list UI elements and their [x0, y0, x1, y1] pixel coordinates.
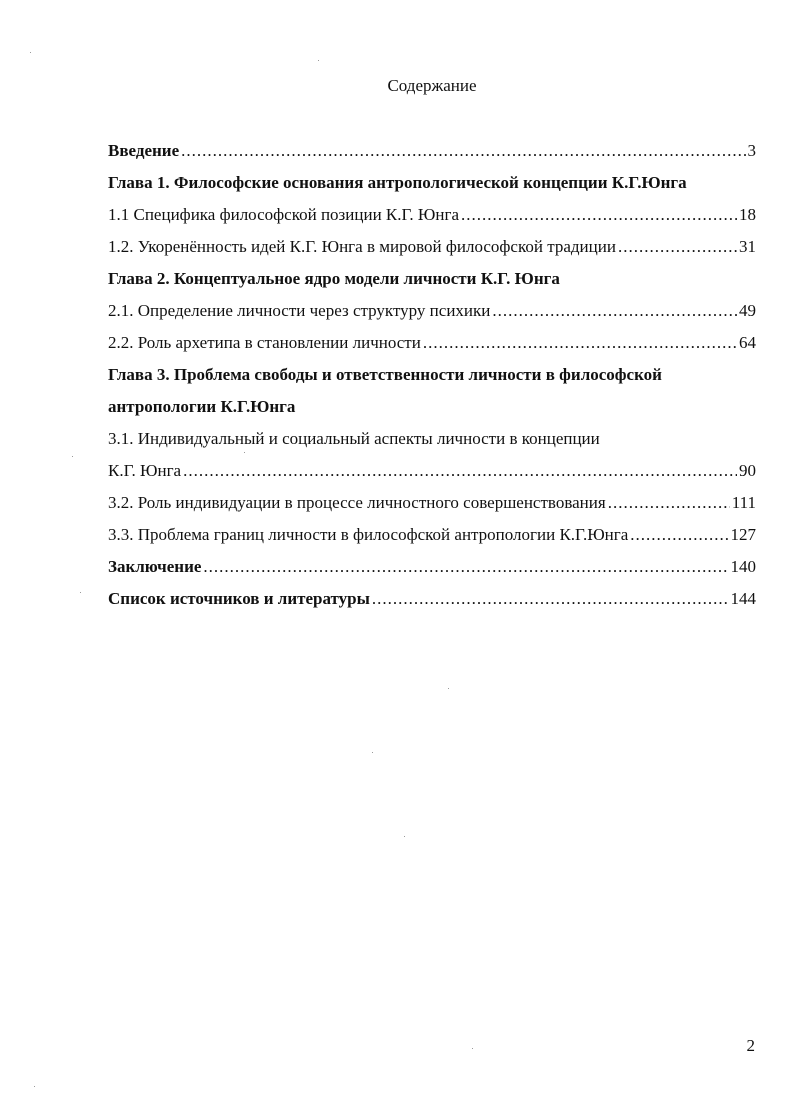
toc-entry-page: 3 — [747, 141, 756, 160]
toc-entry-label: 3.2. Роль индивидуации в процессе личностного совершенствования — [108, 493, 606, 512]
toc-entry-1-1 — [108, 204, 756, 226]
dot-leader — [608, 492, 730, 514]
dot-leader — [618, 236, 737, 258]
scan-speck — [372, 752, 373, 753]
toc-entry-page: 127 — [730, 525, 756, 544]
toc-entry-label: 2.1. Определение личности через структуру психики — [108, 301, 491, 320]
toc-entry-label: Заключение — [108, 557, 202, 576]
toc-entry-page: 49 — [739, 301, 756, 320]
dot-leader — [181, 140, 745, 162]
dot-leader — [183, 460, 737, 482]
toc-entry-page: 31 — [739, 237, 756, 256]
toc-entry-label: антропологии К.Г.Юнга — [108, 397, 296, 416]
toc-entry-introduction — [108, 140, 756, 162]
toc-entry-bibliography — [108, 588, 756, 610]
toc-entry-label: Введение — [108, 141, 180, 160]
dot-leader — [630, 524, 728, 546]
toc-entry-2-2 — [108, 332, 756, 354]
scan-speck — [448, 688, 449, 689]
toc-entry-page: 64 — [739, 333, 756, 352]
toc-entry-label: 1.2. Укоренённость идей К.Г. Юнга в мировой философской традиции — [108, 237, 616, 256]
toc-entry-chapter-3 — [108, 364, 756, 386]
toc-entry-label: Глава 1. Философские основания антропологической концепции К.Г.Юнга — [108, 173, 687, 192]
toc-entry-page: 18 — [739, 205, 756, 224]
toc-entry-label: Глава 3. Проблема свободы и ответственности личности в философской — [108, 365, 662, 384]
toc-entry-chapter-1 — [108, 172, 756, 194]
dot-leader — [203, 556, 728, 578]
toc-entry-3-2 — [108, 492, 756, 514]
toc-entry-label: Список источников и литературы — [108, 589, 370, 608]
page-number: 2 — [746, 1036, 755, 1055]
scan-speck — [244, 452, 245, 453]
toc-entry-page: 111 — [731, 493, 756, 512]
scan-speck — [30, 52, 31, 53]
toc-entry-chapter-3-continued — [108, 396, 756, 418]
page-title: Содержание — [387, 76, 477, 95]
dot-leader — [423, 332, 737, 354]
toc-entry-page: 90 — [739, 461, 756, 480]
toc-entry-label: 1.1 Специфика философской позиции К.Г. Юнга — [108, 205, 459, 224]
scan-speck — [72, 456, 73, 457]
dot-leader — [492, 300, 737, 322]
toc-entry-label: 3.3. Проблема границ личности в философской антропологии К.Г.Юнга — [108, 525, 629, 544]
toc-entry-label: Глава 2. Концептуальное ядро модели личности К.Г. Юнга — [108, 269, 560, 288]
toc-entry-page: 144 — [730, 589, 756, 608]
toc-entry-3-3 — [108, 524, 756, 546]
toc-entry-3-1 — [108, 428, 756, 450]
dot-leader — [372, 588, 729, 610]
toc-entry-3-1-continued — [108, 460, 756, 482]
scan-speck — [34, 1086, 35, 1087]
toc-entry-2-1 — [108, 300, 756, 322]
toc-entry-label: 3.1. Индивидуальный и социальный аспекты личности в концепции — [108, 429, 600, 448]
toc-entry-conclusion — [108, 556, 756, 578]
scan-speck — [404, 836, 405, 837]
toc-entry-chapter-2 — [108, 268, 756, 290]
dot-leader — [461, 204, 737, 226]
toc-entry-page: 140 — [730, 557, 756, 576]
scan-speck — [472, 1048, 473, 1049]
scan-speck — [80, 592, 81, 593]
toc-entry-label: К.Г. Юнга — [108, 461, 182, 480]
toc-entry-label: 2.2. Роль архетипа в становлении личности — [108, 333, 421, 352]
scan-speck — [318, 60, 319, 61]
toc-entry-1-2 — [108, 236, 756, 258]
